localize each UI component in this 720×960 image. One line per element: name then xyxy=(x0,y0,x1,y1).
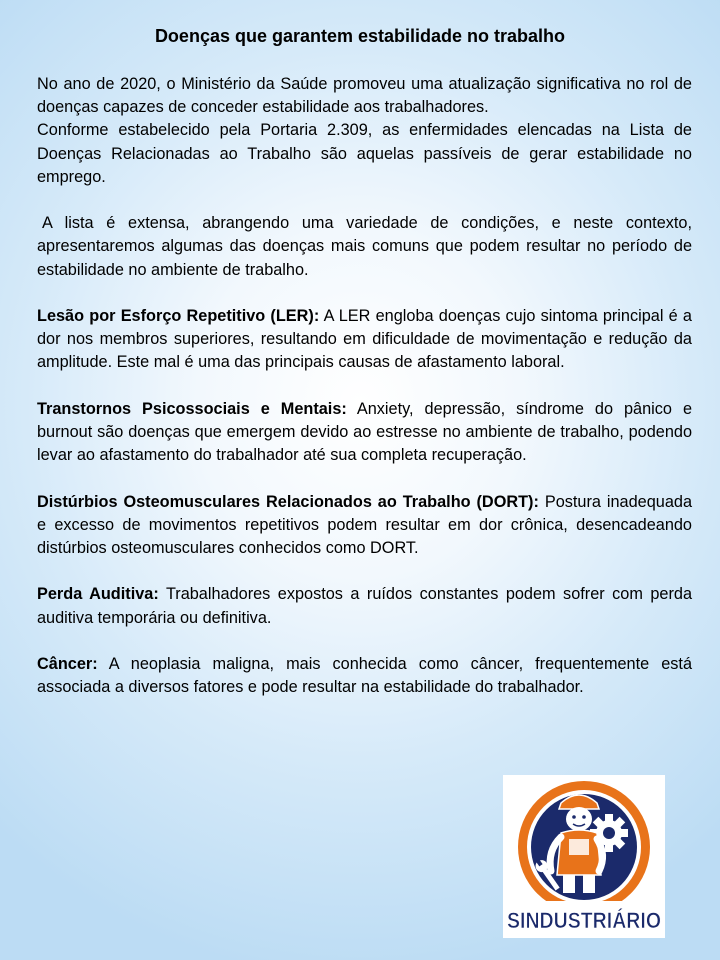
disease-item-mental xyxy=(37,398,692,468)
disease-term: Distúrbios Osteomusculares Relacionados ao Trabalho (DORT): xyxy=(37,492,539,511)
disease-description: Postura inadequada e excesso de movimentos repetitivos podem resultar em dor crônica, desencadeando distúrbios osteomusculares conhecidos como DORT. xyxy=(37,492,692,557)
article-body xyxy=(37,73,692,723)
disease-item-hearing xyxy=(37,583,692,629)
disease-term: Lesão por Esforço Repetitivo (LER): xyxy=(37,307,320,325)
disease-item-dort xyxy=(37,491,692,561)
sindustriario-logo xyxy=(503,775,665,938)
intro-paragraph-2: Conforme estabelecido pela Portaria 2.309, as enfermidades elencadas na Lista de Doenças Relacionadas ao Trabalho são aquelas passíveis de gerar estabilidade no emprego. xyxy=(37,121,692,186)
disease-term: Perda Auditiva: xyxy=(37,585,159,604)
intro-paragraph-3: A lista é extensa, abrangendo uma variedade de condições, e neste contexto, apresentaremos algumas das doenças mais comuns que podem resultar no período de estabilidade no ambiente de trabalho. xyxy=(37,214,692,279)
disease-item-cancer xyxy=(37,653,692,699)
disease-term: Câncer: xyxy=(37,654,98,673)
page-title: Doenças que garantem estabilidade no trabalho xyxy=(154,26,566,46)
intro-paragraph-1: No ano de 2020, o Ministério da Saúde promoveu uma atualização significativa no rol de doenças capazes de conceder estabilidade aos trabalhadores. xyxy=(37,75,692,117)
disease-description: Trabalhadores expostos a ruídos constantes podem sofrer com perda auditiva temporária ou definitiva. xyxy=(37,585,692,627)
worker-gear-logo-icon xyxy=(503,775,665,938)
disease-description: A neoplasia maligna, mais conhecida como câncer, frequentemente está associada a diversos fatores e pode resultar na estabilidade do trabalhador. xyxy=(37,654,693,697)
disease-description: A LER engloba doenças cujo sintoma principal é a dor nos membros superiores, resultando em dificuldade de movimentação e redução da amplitude. Este mal é uma das principais causas de afastamento laboral. xyxy=(37,307,692,372)
logo-wordmark: SINDUSTRIÁRIO xyxy=(507,908,661,933)
disease-term: Transtornos Psicossociais e Mentais: xyxy=(37,399,347,418)
disease-item-ler xyxy=(37,305,692,375)
disease-description: Anxiety, depressão, síndrome do pânico e burnout são doenças que emergem devido ao estresse no ambiente de trabalho, podendo levar ao afastamento do trabalhador até sua completa recuperação. xyxy=(37,399,692,465)
